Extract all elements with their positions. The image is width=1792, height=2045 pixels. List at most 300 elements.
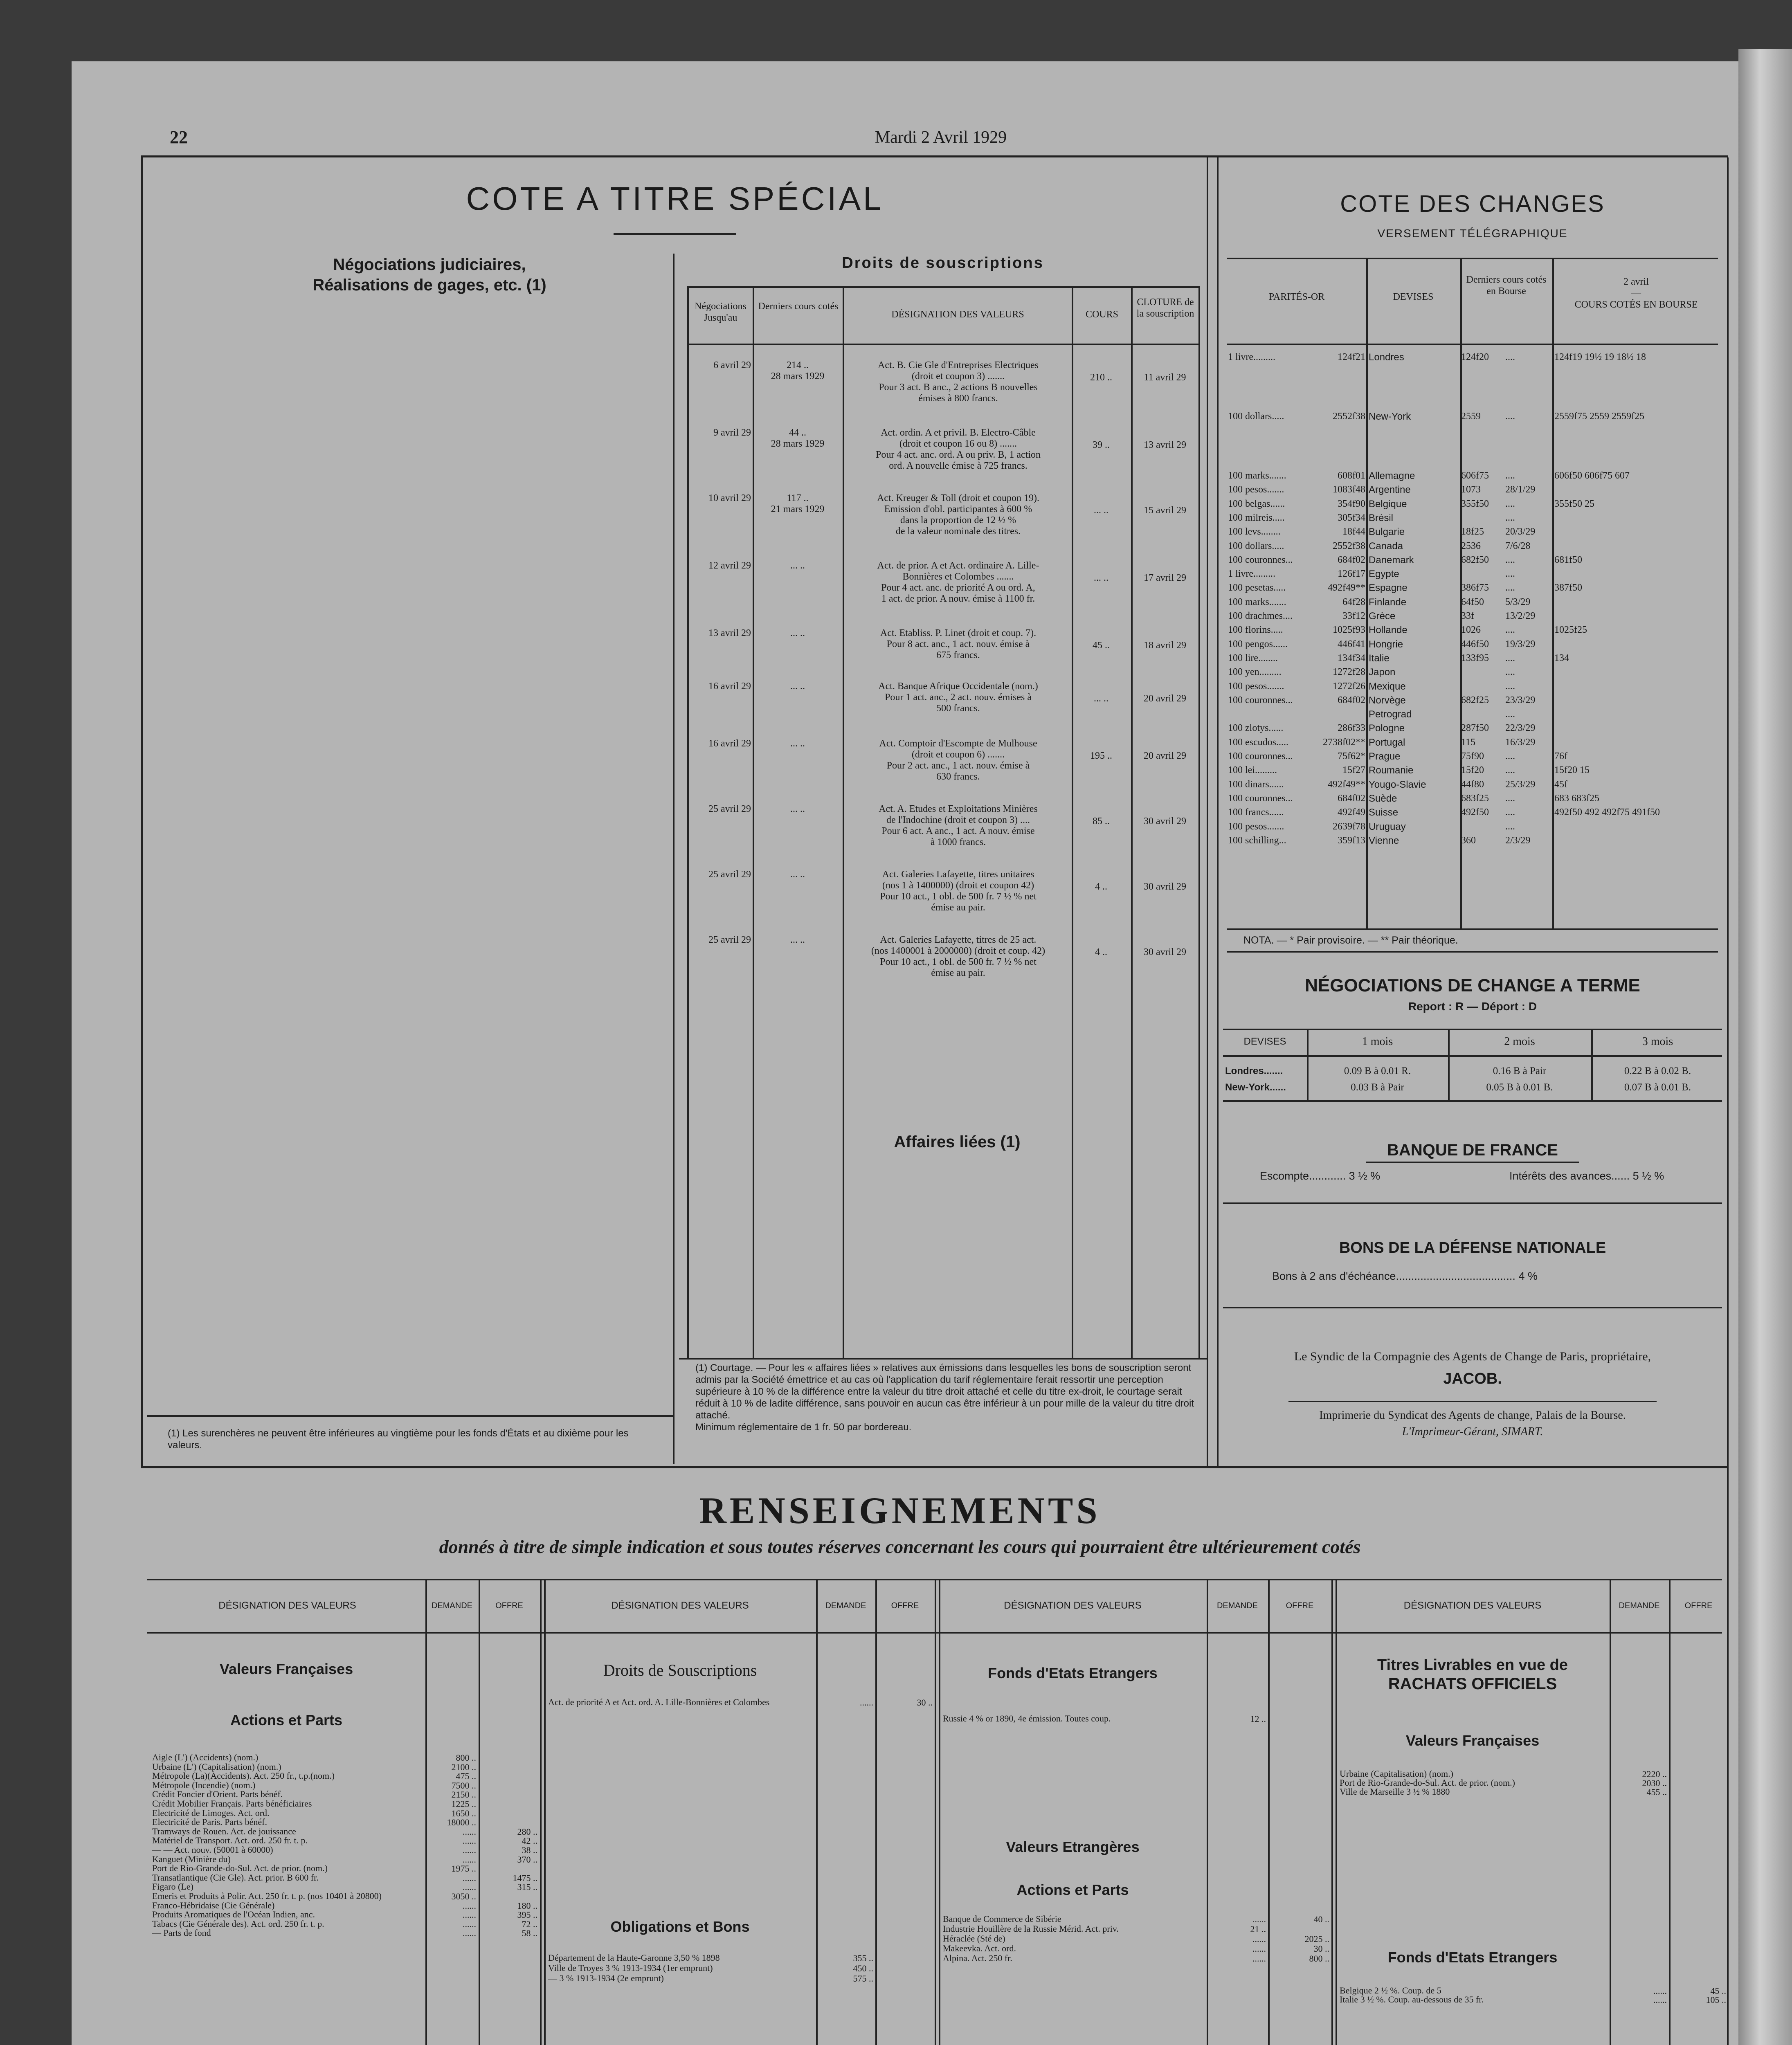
changes-col-header-parites: PARITÉS-OR <box>1268 292 1325 302</box>
rens-row-designation: Tabacs (Cie Générale des). Act. ord. 250 fr. t. p. <box>152 1919 324 1929</box>
changes-row-parite: 608f01 <box>1338 470 1365 481</box>
rens-line-3b <box>1268 1579 1270 2045</box>
changes-row-parite: 2552f38 <box>1333 411 1365 422</box>
changes-row-unit: 100 yen......... <box>1228 667 1282 677</box>
rens-row-designation: Electricité de Limoges. Act. ord. <box>152 1808 270 1818</box>
droits-row-date: 16 avril 29 <box>708 738 751 749</box>
rens-row-demande: ...... <box>463 1901 476 1911</box>
changes-row-unit: 100 schilling... <box>1228 835 1286 846</box>
changes-row-devise: Japon <box>1369 667 1396 678</box>
changes-row-unit: 100 pesos....... <box>1228 681 1284 692</box>
rens-row-demande: 2220 .. <box>1642 1769 1667 1779</box>
rens-row-designation: Métropole (La)(Accidents). Act. 250 fr., t.p.(nom.) <box>152 1771 335 1781</box>
changes-row-date: .... <box>1505 625 1515 635</box>
changes-subtitle: VERSEMENT TÉLÉGRAPHIQUE <box>1377 227 1568 240</box>
rens-row-demande: 355 .. <box>853 1953 873 1963</box>
changes-row-cours: 387f50 <box>1554 582 1582 593</box>
section-rule <box>141 1466 1728 1468</box>
rens-row-designation: Figaro (Le) <box>152 1882 193 1892</box>
rens-row-offre: 45 .. <box>1710 1986 1726 1996</box>
changes-row-dernier: 2559 <box>1461 411 1481 422</box>
banque-underline <box>1366 1162 1579 1163</box>
rens-row-designation: Russie 4 % or 1890, 4e émission. Toutes coup. <box>943 1714 1111 1724</box>
changes-row-unit: 100 milreis..... <box>1228 512 1285 523</box>
changes-row-devise: Hongrie <box>1369 639 1403 650</box>
nota-rule <box>1227 951 1718 953</box>
rens-line-1d <box>544 1579 546 2045</box>
rens-row-offre: 105 .. <box>1706 1995 1726 2005</box>
rens-row-designation: Alpina. Act. 250 fr. <box>943 1953 1012 1963</box>
changes-row-dernier: 44f80 <box>1461 779 1484 790</box>
terme-bottom-rule <box>1223 1100 1722 1102</box>
rens-row-designation: — — Act. nouv. (50001 à 60000) <box>152 1845 273 1855</box>
rens-row-offre: 40 .. <box>1313 1914 1329 1924</box>
rens-row-demande: ...... <box>860 1697 873 1708</box>
rens-row-offre: 280 .. <box>517 1827 537 1837</box>
changes-row-unit: 100 pesos....... <box>1228 821 1284 832</box>
renseignements-subtitle: donnés à titre de simple indication et sous toutes réserves concernant les cours qui pourraient être ultérieurement cotés <box>439 1536 1361 1557</box>
rens-col2-heading-obligations: Obligations et Bons <box>610 1918 750 1935</box>
droits-row-designation: Act. B. Cie Gle d'Entreprises Electriques (droit et coupon 3) ....... Pour 3 act. B anc., 2 actions B nouvelles émises à 800 francs. <box>878 360 1039 404</box>
changes-row-unit: 100 marks....... <box>1228 597 1286 607</box>
rens-row-demande: 2150 .. <box>451 1789 476 1800</box>
changes-row-date: .... <box>1505 653 1515 663</box>
rens-row-offre: 58 .. <box>522 1928 537 1938</box>
changes-row-devise: Allemagne <box>1369 470 1415 481</box>
terme-row-2mois: 0.05 B à 0.01 B. <box>1486 1082 1553 1093</box>
rens-col1-header-offre: OFFRE <box>495 1601 523 1610</box>
droits-row-designation: Act. Banque Afrique Occidentale (nom.) Pour 1 act. anc., 2 act. nouv. émises à 500 francs. <box>878 681 1038 714</box>
rens-line-3d <box>1336 1579 1337 2045</box>
rens-row-demande: 7500 .. <box>451 1780 476 1791</box>
changes-top-rule <box>1227 258 1718 259</box>
syndic-name: JACOB. <box>1443 1370 1502 1387</box>
changes-row-parite: 15f27 <box>1342 765 1365 775</box>
changes-row-date: .... <box>1505 555 1515 565</box>
rens-row-designation: Produits Aromatiques de l'Océan Indien, anc. <box>152 1910 315 1919</box>
changes-row-devise: Portugal <box>1369 737 1405 748</box>
rens-line-1b <box>479 1579 480 2045</box>
changes-row-cours: 2559f75 2559 2559f25 <box>1554 411 1644 422</box>
changes-row-parite: 359f13 <box>1338 835 1365 846</box>
rens-row-designation: Industrie Houillère de la Russie Mérid. Act. priv. <box>943 1924 1119 1934</box>
rens-line-1c <box>540 1579 542 2045</box>
rens-row-designation: Italie 3 ½ %. Coup. au-dessous de 35 fr. <box>1340 1995 1484 2005</box>
changes-row-cours: 45f <box>1554 779 1567 790</box>
rens-row-demande: 2030 .. <box>1642 1778 1667 1788</box>
changes-row-date: 22/3/29 <box>1505 723 1536 733</box>
changes-row-parite: 33f12 <box>1342 611 1365 621</box>
changes-row-dernier: 355f50 <box>1461 499 1489 509</box>
changes-row-devise: Grèce <box>1369 611 1396 622</box>
rens-row-designation: Métropole (Incendie) (nom.) <box>152 1780 256 1790</box>
changes-row-date: 25/3/29 <box>1505 779 1536 790</box>
rens-line-3c <box>1331 1579 1333 2045</box>
changes-row-dernier: 1026 <box>1461 625 1481 635</box>
rens-row-offre: 370 .. <box>517 1854 537 1865</box>
rens-row-demande: 800 .. <box>456 1753 476 1763</box>
changes-row-date: .... <box>1505 667 1515 677</box>
rens-row-designation: Héraclée (Sté de) <box>943 1934 1005 1944</box>
rens-col1-header-demande: DEMANDE <box>431 1601 472 1610</box>
droits-row-designation: Act. Galeries Lafayette, titres unitaires (nos 1 à 1400000) (droit et coupon 42) Pour 10 act., 1 obl. de 500 fr. 7 ½ % net émise au pair. <box>880 869 1037 913</box>
droits-row-derniers: ... .. <box>790 628 805 638</box>
droits-col-header-designation: DÉSIGNATION DES VALEURS <box>891 309 1024 320</box>
droits-row-designation: Act. ordin. A et privil. B. Electro-Câble (droit et coupon 16 ou 8) ....... Pour 4 act. anc. ord. A ou priv. B, 1 action ord. A nouvelle émise à 725 francs. <box>875 427 1041 471</box>
rens-row-designation: Urbaine (Capitalisation) (nom.) <box>1340 1769 1453 1779</box>
rens-col3-header-offre: OFFRE <box>1286 1601 1314 1610</box>
rens-col4-header-demande: DEMANDE <box>1619 1601 1660 1610</box>
changes-row-dernier: 606f75 <box>1461 470 1489 481</box>
changes-row-cours: 76f <box>1554 751 1567 762</box>
rens-col2-heading-droits: Droits de Souscriptions <box>603 1661 757 1679</box>
changes-row-devise: Suède <box>1369 793 1397 804</box>
terme-col-header-3mois: 3 mois <box>1642 1035 1673 1048</box>
changes-nota: NOTA. — * Pair provisoire. — ** Pair théorique. <box>1243 935 1458 946</box>
rens-row-designation: Act. de priorité A et Act. ord. A. Lille-Bonnières et Colombes <box>548 1697 770 1707</box>
changes-row-parite: 305f34 <box>1338 512 1365 523</box>
rens-row-designation: Crédit Foncier d'Orient. Parts bénéf. <box>152 1789 283 1799</box>
changes-row-parite: 75f62* <box>1338 751 1365 762</box>
rens-line-2c <box>935 1579 936 2045</box>
changes-row-dernier: 124f20 <box>1461 352 1489 362</box>
rens-row-demande: ...... <box>463 1928 476 1938</box>
changes-row-date: 7/6/28 <box>1505 541 1531 551</box>
droits-row-derniers: ... .. <box>790 869 805 880</box>
droits-row-designation: Act. de prior. A et Act. ordinaire A. Lille- Bonnières et Colombes ....... Pour 4 act. anc. de priorité A ou ord. A, 1 act. de prior. A nouv. émise à 1100 fr. <box>877 560 1039 604</box>
changes-row-dernier: 115 <box>1461 737 1476 748</box>
rens-row-demande: 18000 .. <box>447 1817 476 1827</box>
rens-col2-header-offre: OFFRE <box>891 1601 919 1610</box>
rens-row-designation: Aigle (L') (Accidents) (nom.) <box>152 1753 259 1762</box>
rens-col3-header-demande: DEMANDE <box>1216 1601 1258 1610</box>
rens-row-designation: — Parts de fond <box>152 1928 211 1938</box>
changes-row-cours: 492f50 492 492f75 491f50 <box>1554 807 1660 818</box>
changes-row-devise: Norvège <box>1369 695 1406 706</box>
rens-col3-heading-actions: Actions et Parts <box>1016 1881 1129 1898</box>
rens-col1-heading-valeurs: Valeurs Françaises <box>219 1661 353 1677</box>
rens-row-demande: 1650 .. <box>451 1808 476 1818</box>
rens-row-offre: 315 .. <box>517 1882 537 1892</box>
changes-row-cours: 134 <box>1554 653 1569 663</box>
rens-col3-heading-fonds: Fonds d'Etats Etrangers <box>988 1665 1158 1681</box>
changes-row-unit: 100 francs...... <box>1228 807 1284 818</box>
droits-row-derniers: ... .. <box>790 560 805 571</box>
changes-row-dernier: 1073 <box>1461 484 1481 495</box>
rens-row-offre: 800 .. <box>1309 1953 1329 1964</box>
frame-right <box>1727 157 1729 2045</box>
rens-row-designation: Ville de Marseille 3 ½ % 1880 <box>1340 1787 1450 1797</box>
changes-row-cours: 606f50 606f75 607 <box>1554 470 1630 481</box>
changes-row-unit: 100 florins..... <box>1228 625 1283 635</box>
affaires-liees-heading: Affaires liées (1) <box>894 1133 1021 1151</box>
rens-line-4b <box>1669 1579 1671 2045</box>
changes-row-devise: Italie <box>1369 653 1390 664</box>
renseignements-title: RENSEIGNEMENTS <box>699 1490 1101 1531</box>
changes-row-devise: Belgique <box>1369 499 1407 510</box>
rens-line-2a <box>816 1579 818 2045</box>
binding-edge <box>1738 49 1792 2045</box>
changes-row-parite: 2639f78 <box>1333 821 1365 832</box>
changes-row-devise: Danemark <box>1369 555 1414 566</box>
banque-interets: Intérêts des avances...... 5 ½ % <box>1509 1170 1664 1182</box>
changes-title: COTE DES CHANGES <box>1340 191 1605 217</box>
changes-row-parite: 18f44 <box>1342 526 1365 537</box>
changes-row-parite: 492f49** <box>1328 582 1365 593</box>
rens-row-demande: 475 .. <box>456 1771 476 1781</box>
changes-row-parite: 1272f26 <box>1333 681 1365 692</box>
droits-row-designation: Act. Galeries Lafayette, titres de 25 act. (nos 1400001 à 2000000) (droit et coup. 42) Pour 10 act., 1 obl. de 500 fr. 7 ½ % net émise au pair. <box>871 935 1046 978</box>
droits-row-derniers: 214 .. 28 mars 1929 <box>771 360 825 382</box>
changes-row-dernier: 682f25 <box>1461 695 1489 706</box>
terme-row-1mois: 0.03 B à Pair <box>1351 1082 1404 1093</box>
banque-title: BANQUE DE FRANCE <box>1387 1141 1558 1159</box>
droits-col-line-2 <box>843 286 844 1358</box>
banque-rule <box>1223 1202 1722 1204</box>
changes-row-parite: 124f21 <box>1338 352 1365 362</box>
changes-row-devise: Finlande <box>1369 597 1407 608</box>
changes-row-dernier: 15f20 <box>1461 765 1484 775</box>
changes-row-date: 20/3/29 <box>1505 526 1536 537</box>
changes-row-unit: 1 livre......... <box>1228 569 1275 579</box>
changes-row-parite: 64f28 <box>1342 597 1365 607</box>
terme-title: NÉGOCIATIONS DE CHANGE A TERME <box>1305 975 1640 996</box>
changes-row-cours: 681f50 <box>1554 555 1582 565</box>
rens-row-demande: 12 .. <box>1250 1714 1266 1724</box>
droits-row-cours: ... .. <box>1094 693 1108 704</box>
changes-row-devise: Argentine <box>1369 484 1411 495</box>
rens-row-offre: 30 .. <box>1313 1944 1329 1954</box>
terme-head-rule <box>1223 1055 1722 1057</box>
rens-row-designation: Crédit Mobilier Français. Parts bénéficiaires <box>152 1799 312 1809</box>
changes-row-parite: 126f17 <box>1338 569 1365 579</box>
syndic-line-2: Imprimerie du Syndicat des Agents de change, Palais de la Bourse. <box>1319 1409 1626 1422</box>
changes-row-dernier: 683f25 <box>1461 793 1489 804</box>
droits-col-header-cloture: CLOTURE de la souscription <box>1136 297 1194 319</box>
rens-row-designation: Tramways de Rouen. Act. de jouissance <box>152 1827 296 1836</box>
droits-row-date: 16 avril 29 <box>708 681 751 692</box>
rens-row-designation: Département de la Haute-Garonne 3,50 % 1898 <box>548 1953 720 1963</box>
rens-line-2d <box>939 1579 940 2045</box>
terme-col-header-2mois: 2 mois <box>1504 1035 1535 1048</box>
surencheres-footnote: (1) Les surenchères ne peuvent être inférieures au vingtième pour les fonds d'États et au dixième pour les valeurs. <box>168 1428 629 1451</box>
changes-row-date: .... <box>1505 411 1515 422</box>
changes-row-date: 28/1/29 <box>1505 484 1536 495</box>
rens-row-demande: ...... <box>463 1836 476 1846</box>
rens-col1-heading-actions: Actions et Parts <box>230 1712 343 1728</box>
changes-row-dernier: 360 <box>1461 835 1476 846</box>
rens-line-3a <box>1207 1579 1208 2045</box>
bons-rule <box>1223 1307 1722 1308</box>
droits-row-cloture: 11 avril 29 <box>1144 372 1186 383</box>
changes-row-devise: Vienne <box>1369 835 1399 846</box>
changes-row-unit: 100 lei......... <box>1228 765 1277 775</box>
rens-row-demande: ...... <box>1252 1944 1266 1954</box>
changes-row-cours: 15f20 15 <box>1554 765 1590 775</box>
rens-col3-header-desig: DÉSIGNATION DES VALEURS <box>1004 1600 1142 1611</box>
courtage-footnote: (1) Courtage. — Pour les « affaires liées » relatives aux émissions dans lesquelles les bons de souscription seront admis par la Société émettrice et au cas où l'application du tarif réglementaire ferait ressortir une perception supérieure à 10 % de la différence entre la valeur du titre droit attaché et celle du titre ex-droit, le courtage serait réduit à 10 % de ladite différence, sans pouvoir en aucun cas être inférieur à un pour mille de la valeur du titre droit attaché. Minimum réglementaire de 1 fr. 50 par bordereau. <box>695 1362 1194 1433</box>
rens-row-demande: ...... <box>463 1882 476 1892</box>
droits-col-header-date: Négociations Jusqu'au <box>695 301 746 323</box>
droits-row-date: 25 avril 29 <box>708 935 751 945</box>
changes-row-unit: 100 marks....... <box>1228 470 1286 481</box>
changes-bottom-rule <box>1227 928 1718 930</box>
droits-row-date: 10 avril 29 <box>708 493 751 503</box>
changes-row-date: .... <box>1505 499 1515 509</box>
changes-row-unit: 100 dollars..... <box>1228 541 1284 551</box>
changes-col-line-3 <box>1552 258 1554 928</box>
terme-row-2mois: 0.16 B à Pair <box>1493 1065 1547 1076</box>
changes-row-dernier: 2536 <box>1461 541 1481 551</box>
rens-col4-heading-fonds: Fonds d'Etats Etrangers <box>1387 1949 1558 1966</box>
droits-row-cours: 195 .. <box>1090 751 1112 761</box>
footnote-rule-right <box>679 1358 1207 1360</box>
changes-row-unit: 100 pesetas..... <box>1228 582 1286 593</box>
changes-row-devise: Roumanie <box>1369 765 1414 776</box>
changes-row-unit: 100 dinars...... <box>1228 779 1284 790</box>
rens-row-demande: ...... <box>463 1919 476 1929</box>
rens-row-offre: 1475 .. <box>513 1873 537 1883</box>
changes-row-unit: 100 zlotys...... <box>1228 723 1284 733</box>
droits-col-line-5 <box>1198 286 1200 1358</box>
changes-row-date: .... <box>1505 765 1515 775</box>
changes-row-unit: 100 lire........ <box>1228 653 1278 663</box>
changes-row-cours: 124f19 19½ 19 18½ 18 <box>1554 352 1646 362</box>
rens-col2-header-desig: DÉSIGNATION DES VALEURS <box>611 1600 749 1611</box>
rens-row-demande: 2100 .. <box>451 1762 476 1772</box>
droits-head-rule <box>687 344 1198 345</box>
syndic-line-1: Le Syndic de la Compagnie des Agents de Change de Paris, propriétaire, <box>1294 1350 1651 1363</box>
rens-col4-heading-valeurs-francaises: Valeurs Françaises <box>1405 1732 1540 1749</box>
bons-line: Bons à 2 ans d'échéance....................................... 4 % <box>1272 1270 1538 1282</box>
changes-head-rule <box>1227 344 1718 345</box>
changes-row-devise: Petrograd <box>1369 709 1412 720</box>
rens-row-offre: 30 .. <box>917 1697 933 1708</box>
rens-row-demande: 1975 .. <box>451 1863 476 1874</box>
banque-escompte: Escompte............ 3 ½ % <box>1260 1170 1381 1182</box>
terme-row-3mois: 0.07 B à 0.01 B. <box>1624 1082 1691 1093</box>
droits-row-date: 25 avril 29 <box>708 804 751 814</box>
rens-row-demande: ...... <box>1252 1914 1266 1924</box>
frame-left <box>141 157 143 1466</box>
changes-row-unit: 100 drachmes.... <box>1228 611 1293 621</box>
changes-row-dernier: 492f50 <box>1461 807 1489 818</box>
droits-row-derniers: 44 .. 28 mars 1929 <box>771 427 825 449</box>
cote-titre-title: COTE A TITRE SPÉCIAL <box>466 180 884 217</box>
footnote-rule-left <box>147 1415 673 1417</box>
rens-col2-header-demande: DEMANDE <box>825 1601 866 1610</box>
changes-row-unit: 100 levs........ <box>1228 526 1281 537</box>
rens-row-designation: — 3 % 1913-1934 (2e emprunt) <box>548 1973 664 1983</box>
droits-row-cours: 4 .. <box>1095 947 1107 957</box>
changes-row-devise: Mexique <box>1369 681 1406 692</box>
changes-row-date: .... <box>1505 470 1515 481</box>
rens-row-designation: Urbaine (L') (Capitalisation) (nom.) <box>152 1762 281 1772</box>
changes-row-parite: 684f02 <box>1338 555 1365 565</box>
changes-row-dernier: 33f <box>1461 611 1474 621</box>
changes-row-unit: 100 escudos..... <box>1228 737 1288 748</box>
syndic-line-3: L'Imprimeur-Gérant, SIMART. <box>1402 1425 1543 1438</box>
rens-row-demande: 455 .. <box>1646 1787 1667 1797</box>
droits-row-cloture: 18 avril 29 <box>1144 640 1186 651</box>
rens-row-designation: Franco-Hébridaise (Cie Générale) <box>152 1901 275 1910</box>
changes-row-date: 5/3/29 <box>1505 597 1531 607</box>
droits-row-date: 9 avril 29 <box>713 427 751 438</box>
droits-row-derniers: ... .. <box>790 738 805 749</box>
rens-row-demande: ...... <box>463 1854 476 1865</box>
rens-row-demande: ...... <box>463 1873 476 1883</box>
droits-row-cloture: 13 avril 29 <box>1144 440 1186 450</box>
rens-row-designation: Ville de Troyes 3 % 1913-1934 (1er emprunt) <box>548 1963 713 1973</box>
changes-row-dernier: 75f90 <box>1461 751 1484 762</box>
judiciaires-heading-2: Réalisations de gages, etc. (1) <box>313 276 546 294</box>
droits-row-cours: 4 .. <box>1095 881 1107 892</box>
changes-row-parite: 354f90 <box>1338 499 1365 509</box>
droits-row-designation: Act. A. Etudes et Exploitations Minières de l'Indochine (droit et coupon 3) .... Pour 6 act. A anc., 1 act. A nouv. émise à 1000 francs. <box>879 804 1038 847</box>
changes-row-date: 19/3/29 <box>1505 639 1536 649</box>
terme-col-line-1 <box>1307 1029 1309 1100</box>
changes-row-date: .... <box>1505 352 1515 362</box>
changes-row-date: 2/3/29 <box>1505 835 1531 846</box>
changes-row-parite: 492f49** <box>1328 779 1365 790</box>
changes-row-devise: Canada <box>1369 541 1403 552</box>
rens-row-demande: ...... <box>463 1827 476 1837</box>
rens-row-designation: Matériel de Transport. Act. ord. 250 fr. t. p. <box>152 1836 308 1845</box>
droits-row-cours: ... .. <box>1094 505 1108 516</box>
rens-row-demande: 1225 .. <box>451 1799 476 1809</box>
rens-line-2b <box>875 1579 877 2045</box>
rens-row-offre: 2025 .. <box>1304 1934 1329 1944</box>
droits-row-cours: 85 .. <box>1093 816 1110 827</box>
changes-row-devise: Espagne <box>1369 582 1408 593</box>
terme-col-line-2 <box>1448 1029 1450 1100</box>
rens-col3-heading-valeurs-etrangeres: Valeurs Etrangères <box>1006 1838 1140 1855</box>
changes-row-cours: 355f50 25 <box>1554 499 1594 509</box>
changes-row-date: 16/3/29 <box>1505 737 1536 748</box>
changes-row-devise: Egypte <box>1369 569 1399 580</box>
rens-row-demande: ...... <box>463 1845 476 1855</box>
terme-row-3mois: 0.22 B à 0.02 B. <box>1624 1065 1691 1076</box>
terme-col-line-3 <box>1591 1029 1593 1100</box>
droits-row-date: 25 avril 29 <box>708 869 751 880</box>
changes-row-parite: 286f33 <box>1338 723 1365 733</box>
droits-row-derniers: ... .. <box>790 935 805 945</box>
changes-col-header-devises: DEVISES <box>1393 292 1434 302</box>
changes-row-devise: Londres <box>1369 352 1404 363</box>
changes-row-dernier: 682f50 <box>1461 555 1489 565</box>
droits-row-derniers: ... .. <box>790 804 805 814</box>
changes-row-cours: 683 683f25 <box>1554 793 1599 804</box>
changes-row-devise: Yougo-Slavie <box>1369 779 1426 790</box>
droits-row-date: 13 avril 29 <box>708 628 751 638</box>
changes-row-devise: New-York <box>1369 411 1411 422</box>
rens-row-demande: ...... <box>1252 1953 1266 1964</box>
rens-col4-heading-rachats: RACHATS OFFICIELS <box>1388 1675 1557 1693</box>
changes-row-parite: 2738f02** <box>1323 737 1365 748</box>
changes-col-header-derniers: Derniers cours cotés en Bourse <box>1466 274 1547 297</box>
droits-col-header-cours: COURS <box>1085 309 1119 320</box>
droits-row-date: 6 avril 29 <box>713 360 751 371</box>
droits-row-cloture: 20 avril 29 <box>1144 751 1186 761</box>
changes-row-date: .... <box>1505 512 1515 523</box>
changes-col-line-1 <box>1366 258 1368 928</box>
terme-row-devise: Londres....... <box>1225 1065 1283 1076</box>
changes-row-unit: 100 couronnes... <box>1228 793 1293 804</box>
droits-row-cours: 45 .. <box>1093 640 1110 651</box>
rens-row-designation: Belgique 2 ½ %. Coup. de 5 <box>1340 1986 1441 1996</box>
droits-row-cours: ... .. <box>1094 573 1108 583</box>
rens-line-4a <box>1610 1579 1611 2045</box>
